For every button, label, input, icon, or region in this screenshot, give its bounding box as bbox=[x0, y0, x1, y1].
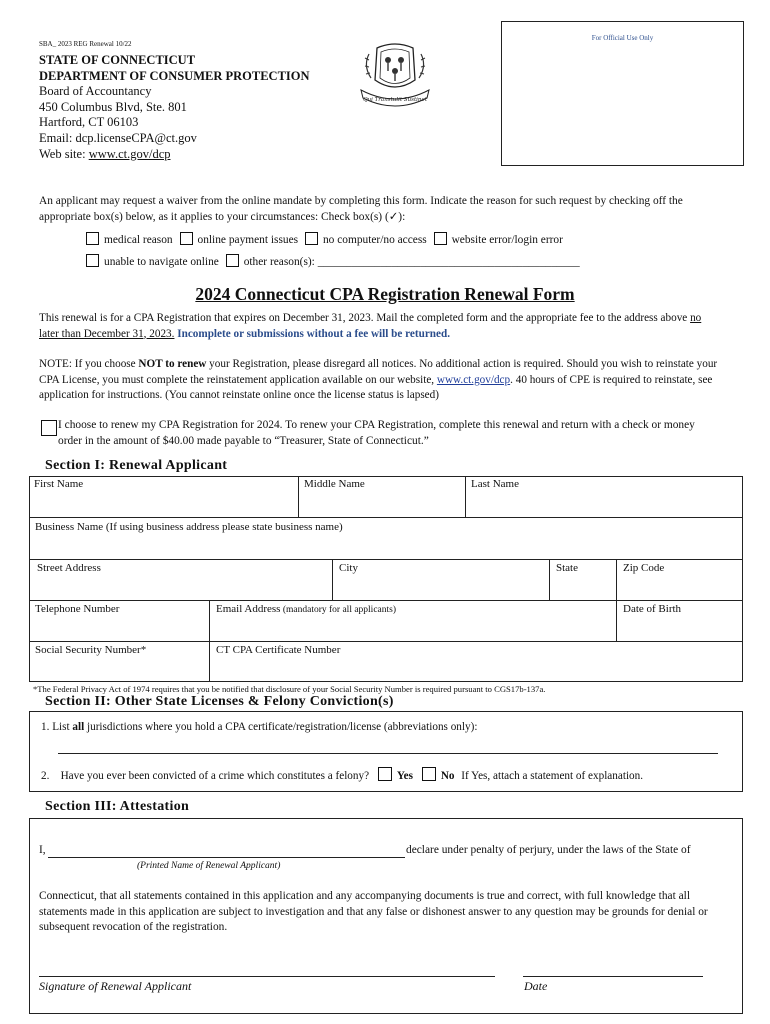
date-label: Date bbox=[524, 979, 548, 993]
date-line[interactable] bbox=[523, 976, 703, 977]
agency-website-line bbox=[39, 147, 310, 163]
yes-label: Yes bbox=[396, 770, 414, 782]
agency-state: STATE OF CONNECTICUT bbox=[39, 53, 196, 67]
checkbox-medical-reason[interactable] bbox=[86, 232, 99, 245]
option-online-payment: online payment issues bbox=[197, 234, 299, 246]
website-prefix: Web site: bbox=[39, 146, 89, 161]
privacy-footnote: *The Federal Privacy Act of 1974 requires that you be notified that disclosure of your Social Security Number is required pursuant to CGS17b-137a. bbox=[33, 684, 546, 694]
city-field[interactable]: City bbox=[339, 562, 358, 574]
option-other-reason: other reason(s): ______________________________________________ bbox=[243, 256, 580, 268]
q1-number: 1. bbox=[41, 721, 50, 733]
q1-text-c: jurisdictions where you hold a CPA certificate/registration/license (abbreviations only): bbox=[84, 721, 478, 733]
middle-name-field[interactable]: Middle Name bbox=[304, 478, 365, 490]
checkbox-felony-yes[interactable] bbox=[378, 767, 392, 781]
agency-board: Board of Accountancy bbox=[39, 84, 152, 99]
email-label: Email Address bbox=[216, 603, 281, 615]
jurisdictions-line[interactable] bbox=[58, 753, 718, 754]
q2-text: Have you ever been convicted of a crime which constitutes a felony? bbox=[60, 770, 370, 782]
telephone-field[interactable]: Telephone Number bbox=[35, 603, 120, 615]
option-medical-reason: medical reason bbox=[104, 234, 173, 246]
official-use-label: For Official Use Only bbox=[591, 34, 654, 42]
option-no-computer: no computer/no access bbox=[322, 234, 427, 246]
q1-bold: all bbox=[72, 721, 85, 733]
checkbox-choose-renew[interactable] bbox=[41, 420, 57, 436]
checkbox-website-error[interactable] bbox=[434, 232, 447, 245]
agency-address bbox=[39, 53, 310, 162]
state-seal-icon bbox=[355, 38, 435, 110]
waiver-options-row1 bbox=[86, 232, 563, 249]
signature-line[interactable] bbox=[39, 976, 495, 977]
first-name-field[interactable]: First Name bbox=[34, 478, 84, 490]
printed-name-line[interactable] bbox=[48, 857, 405, 858]
last-name-field[interactable]: Last Name bbox=[471, 478, 519, 490]
note-prefix: NOTE: If you choose bbox=[39, 358, 139, 370]
checkbox-other-reason[interactable] bbox=[226, 254, 239, 267]
email-note: (mandatory for all applicants) bbox=[280, 605, 397, 615]
renew-note bbox=[39, 357, 719, 404]
question-2 bbox=[41, 767, 643, 785]
q1-text-a: List bbox=[52, 721, 73, 733]
note-text: your Registration, please disregard all notices. No additional action is required. Should you wish to reinstate your CPA License, you must complete the reinstatement application available on our website, bbox=[39, 358, 718, 386]
waiver-options-row2 bbox=[86, 254, 580, 271]
note-suffix: . 40 hours of CPE is required to reinstate, see application for instructions. (You cannot reinstate online once the license status is lapsed) bbox=[39, 373, 713, 401]
no-label: No bbox=[440, 770, 455, 782]
note-bold: NOT to renew bbox=[138, 358, 207, 370]
checkbox-felony-no[interactable] bbox=[422, 767, 436, 781]
form-code: SBA_ 2023 REG Renewal 10/22 bbox=[39, 40, 132, 48]
state-field[interactable]: State bbox=[556, 562, 578, 574]
seal-motto: Qui Transtulit Sustinet bbox=[363, 97, 427, 103]
checkbox-unable-navigate[interactable] bbox=[86, 254, 99, 267]
renewal-intro bbox=[39, 311, 719, 342]
q2-number: 2. bbox=[41, 770, 50, 782]
date-of-birth-field[interactable]: Date of Birth bbox=[623, 603, 682, 615]
website-link[interactable]: www.ct.gov/dcp bbox=[88, 146, 171, 161]
agency-city: Hartford, CT 06103 bbox=[39, 115, 139, 130]
checkbox-online-payment[interactable] bbox=[180, 232, 193, 245]
printed-name-caption: (Printed Name of Renewal Applicant) bbox=[137, 861, 281, 871]
intro-warning: Incomplete or submissions without a fee will be returned. bbox=[177, 327, 450, 340]
intro-text: This renewal is for a CPA Registration that expires on December 31, 2023. Mail the completed form and the appropriate fee to the address above bbox=[39, 312, 691, 324]
attestation-statement: Connecticut, that all statements contained in this application and any accompanying documents is true and correct, with full knowledge that all statements made in this application are subject to investigation and that any false or dishonest answer to any question may be grounds for denial or subsequent revocation of the registration. bbox=[39, 890, 708, 933]
section2-title: Section II: Other State Licenses & Felony Conviction(s) bbox=[45, 694, 394, 709]
email-field[interactable] bbox=[216, 603, 396, 615]
agency-street: 450 Columbus Blvd, Ste. 801 bbox=[39, 99, 187, 114]
ssn-field[interactable]: Social Security Number* bbox=[35, 644, 147, 656]
waiver-intro: An applicant may request a waiver from the online mandate by completing this form. Indicate the reason for such request by checking off the appropriate box(s) below, as it applies to your circumstances: Check box(s) (✓): bbox=[39, 195, 683, 223]
business-name-field[interactable]: Business Name (If using business address please state business name) bbox=[35, 521, 343, 533]
question-1 bbox=[41, 720, 477, 736]
i-prefix: I, bbox=[39, 844, 46, 856]
option-unable-navigate: unable to navigate online bbox=[104, 256, 219, 268]
choose-renew-text: I choose to renew my CPA Registration for 2024. To renew your CPA Registration, complete this renewal and return with a check or money order in the amount of $40.00 made payable to “Treasurer, State of Connecticut.” bbox=[58, 419, 695, 447]
declare-text: declare under penalty of perjury, under the laws of the State of bbox=[406, 844, 691, 856]
cpa-certificate-field[interactable]: CT CPA Certificate Number bbox=[216, 644, 341, 656]
checkbox-no-computer[interactable] bbox=[305, 232, 318, 245]
signature-label: Signature of Renewal Applicant bbox=[39, 979, 192, 993]
page-title: 2024 Connecticut CPA Registration Renewal Form bbox=[195, 284, 575, 304]
official-use-box bbox=[501, 21, 744, 166]
zip-code-field[interactable]: Zip Code bbox=[623, 562, 665, 574]
intro-deadline: no later than December 31, 2023. bbox=[39, 312, 702, 340]
section1-title: Section I: Renewal Applicant bbox=[45, 458, 228, 473]
note-link[interactable]: www.ct.gov/dcp bbox=[436, 373, 511, 386]
option-website-error: website error/login error bbox=[451, 234, 563, 246]
agency-department: DEPARTMENT OF CONSUMER PROTECTION bbox=[39, 68, 310, 83]
street-address-field[interactable]: Street Address bbox=[37, 562, 101, 574]
q2-tail: If Yes, attach a statement of explanation. bbox=[461, 770, 644, 782]
agency-email: Email: dcp.licenseCPA@ct.gov bbox=[39, 130, 197, 145]
section3-title: Section III: Attestation bbox=[45, 799, 190, 814]
